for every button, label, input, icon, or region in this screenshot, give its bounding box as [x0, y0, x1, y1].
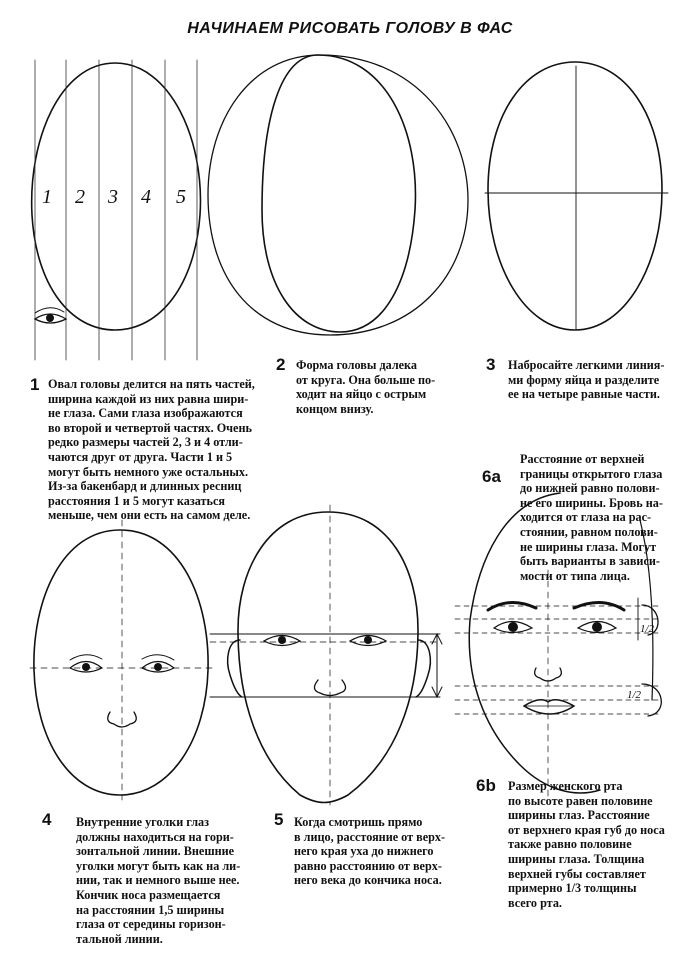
- caption-1-number: 1: [30, 375, 40, 394]
- caption-line: во второй и четвертой частях. Очень: [48, 420, 252, 435]
- ratio-label-eye: 1/2: [640, 623, 655, 635]
- caption-line: не его ширины. Бровь на-: [520, 495, 663, 510]
- caption-line: до нижней равно полови-: [520, 481, 660, 496]
- caption-3-text: [508, 358, 664, 402]
- caption-line: Когда смотришь прямо: [294, 815, 423, 829]
- caption-line: редко размеры частей 2, 3 и 4 отли-: [48, 435, 243, 450]
- caption-line: верхней губы составляет: [508, 866, 646, 881]
- segment-label-5: 5: [176, 186, 186, 208]
- caption-line: должны находиться на гори-: [76, 829, 234, 844]
- caption-line: по высоте равен половине: [508, 793, 653, 808]
- caption-2-text: [296, 358, 435, 416]
- caption-line: не ширины глаза. Могут: [520, 539, 657, 554]
- caption-2-number: 2: [276, 355, 286, 374]
- caption-line: на расстоянии 1,5 ширины: [76, 902, 225, 917]
- caption-line: глаза от середины горизон-: [76, 917, 226, 932]
- caption-6a-text: [520, 452, 663, 583]
- caption-line: Расстояние от верхней: [520, 452, 645, 466]
- figure-4-face: [30, 520, 212, 800]
- caption-line: примерно 1/3 толщины: [508, 881, 637, 896]
- caption-line: ширины глаза. Толщина: [508, 851, 645, 866]
- figure-1-five-part-oval: [32, 60, 201, 360]
- caption-line: всего рта.: [508, 895, 562, 910]
- caption-5-number: 5: [274, 810, 284, 829]
- caption-6a-number: 6a: [482, 467, 501, 486]
- caption-4-number: 4: [42, 810, 52, 829]
- caption-line: границы открытого глаза: [520, 466, 663, 481]
- caption-line: концом внизу.: [296, 401, 374, 416]
- caption-line: расстояния 1 и 5 могут казаться: [48, 493, 225, 508]
- caption-line: мости от типа лица.: [520, 568, 630, 583]
- figure-1-eye: [35, 308, 66, 323]
- segment-label-1: 1: [42, 186, 52, 208]
- figure-3-quartered-egg: [485, 62, 668, 330]
- caption-line: чаются друг от друга. Части 1 и 5: [48, 449, 233, 464]
- caption-line: также равно половине: [508, 837, 632, 852]
- caption-6b-text: [508, 779, 665, 910]
- caption-line: Кончик носа размещается: [76, 887, 221, 902]
- segment-label-4: 4: [141, 186, 151, 208]
- caption-line: Овал головы делится на пять частей,: [48, 377, 255, 391]
- caption-line: Внутренние уголки глаз: [76, 815, 210, 829]
- caption-3-number: 3: [486, 355, 496, 374]
- caption-line: быть варианты в зависи-: [520, 554, 660, 569]
- segment-label-3: 3: [108, 186, 118, 208]
- caption-4-text: [76, 815, 240, 946]
- caption-line: ходит на яйцо с острым: [296, 387, 427, 402]
- segment-label-2: 2: [75, 186, 85, 208]
- caption-line: от верхнего края губ до носа: [508, 822, 665, 837]
- figure-5-head-with-ears: [210, 505, 442, 805]
- figure-2-circle-and-egg: [208, 55, 468, 335]
- caption-1-text: [48, 377, 255, 523]
- caption-line: в лицо, расстояние от верх-: [294, 829, 446, 844]
- caption-line: могут быть немного уже остальных.: [48, 464, 249, 479]
- page-title: НАЧИНАЕМ РИСОВАТЬ ГОЛОВУ В ФАС: [187, 20, 513, 37]
- caption-line: ее на четыре равные части.: [508, 387, 660, 402]
- caption-line: него века до кончика носа.: [294, 873, 442, 888]
- caption-line: Размер женского рта: [508, 779, 623, 793]
- caption-5-text: [294, 815, 445, 888]
- caption-line: от круга. Она больше по-: [296, 372, 436, 387]
- caption-line: ширина каждой из них равна шири-: [48, 391, 249, 406]
- caption-line: зонтальной линии. Внешние: [76, 844, 235, 859]
- caption-line: равно расстоянию от верх-: [294, 858, 442, 873]
- caption-line: него края уха до нижнего: [294, 844, 434, 859]
- caption-line: ширины глаз. Расстояние: [508, 808, 650, 823]
- caption-line: ми форму яйца и разделите: [508, 372, 660, 387]
- caption-line: меньше, чем они есть на самом деле.: [48, 508, 251, 523]
- caption-line: стоянии, равном полови-: [520, 524, 658, 539]
- caption-line: не глаза. Сами глаза изображаются: [48, 406, 243, 421]
- caption-line: уголки могут быть как на ли-: [76, 858, 241, 873]
- caption-line: нии, так и немного выше нее.: [76, 873, 240, 888]
- caption-6b-number: 6b: [476, 776, 496, 795]
- caption-line: Из-за бакенбард и длинных ресниц: [48, 479, 242, 494]
- caption-line: тальной линии.: [76, 931, 163, 946]
- caption-line: Набросайте легкими линия-: [508, 358, 665, 372]
- ratio-label-mouth: 1/2: [627, 689, 642, 701]
- caption-line: Форма головы далека: [296, 358, 417, 372]
- caption-line: ходится от глаза на рас-: [520, 510, 652, 525]
